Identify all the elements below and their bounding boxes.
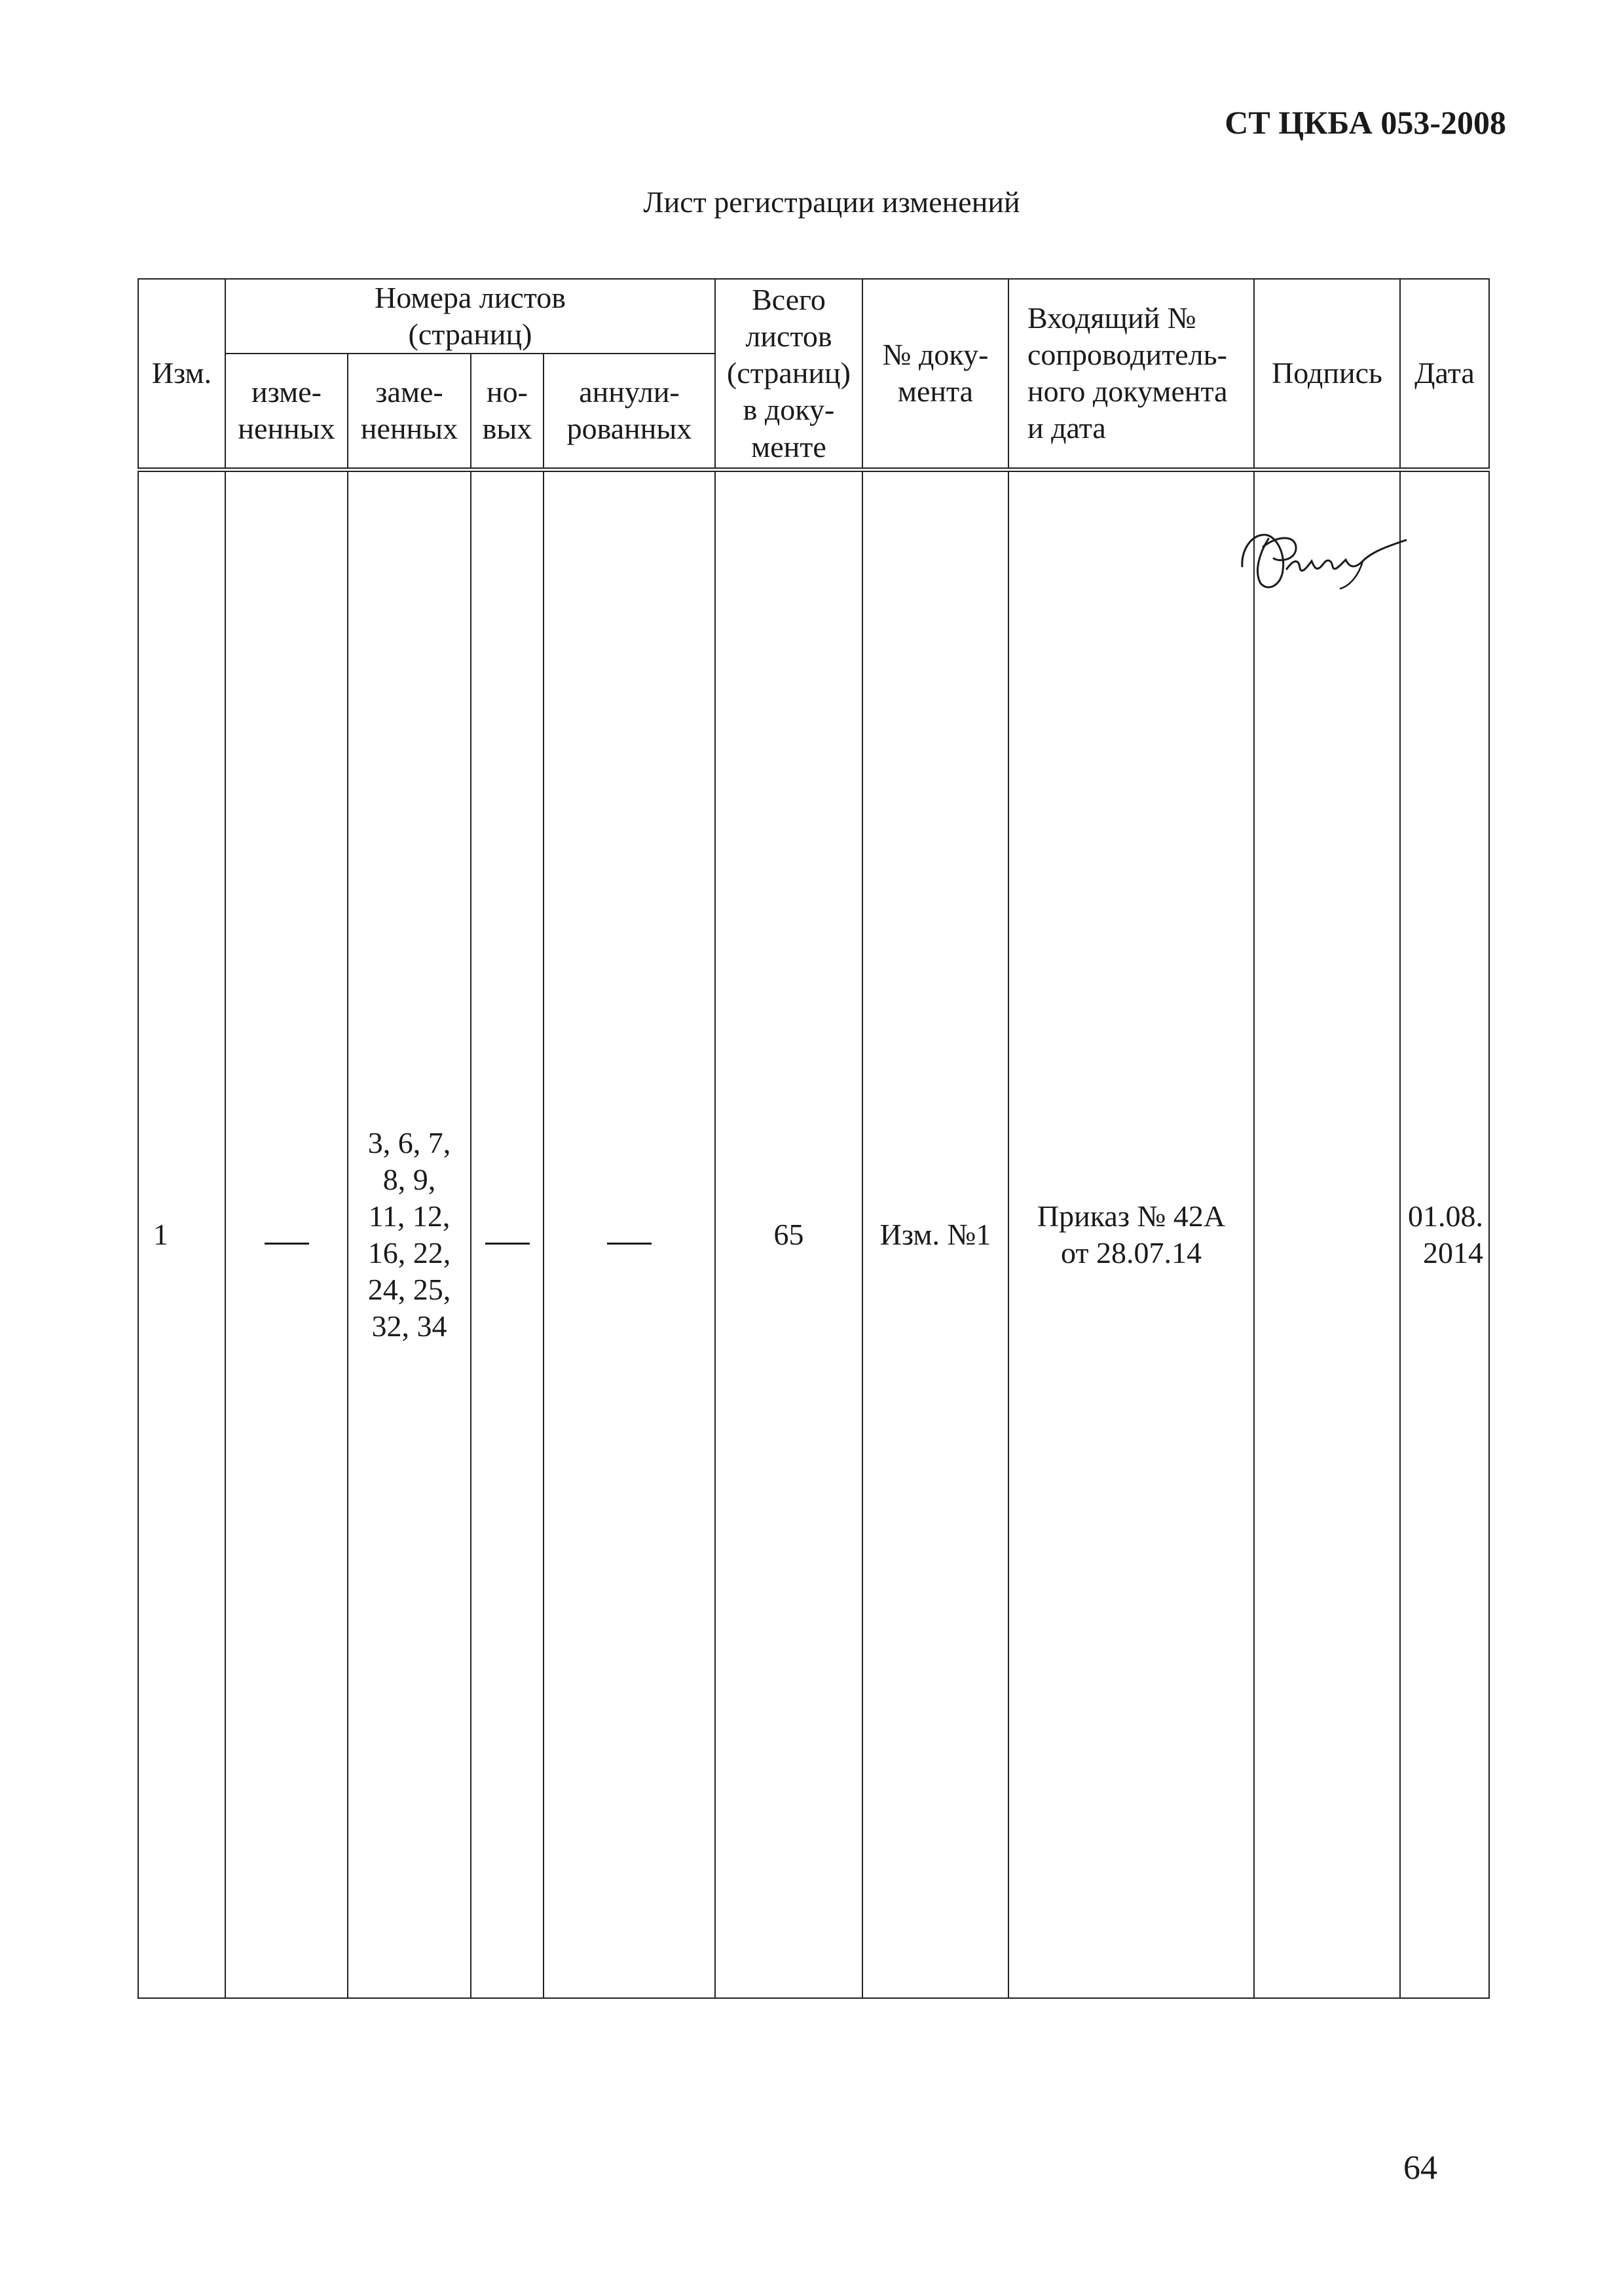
- col-header-pages-group: Номера листов (страниц): [225, 279, 715, 354]
- handwritten-signature: [1234, 520, 1418, 596]
- row-total-pages: 65: [715, 469, 862, 1998]
- row-change-number: 1: [138, 469, 225, 1998]
- col-header-change: Изм.: [138, 279, 225, 469]
- table-row: [138, 469, 1489, 1998]
- col-header-replaced: заме- ненных: [348, 354, 471, 469]
- dash-mark: [607, 1243, 652, 1245]
- col-header-incoming-document: Входящий № сопроводитель- ного документа и дата: [1008, 279, 1254, 469]
- col-header-document-number: № доку- мента: [862, 279, 1008, 469]
- row-date: 01.08. 2014: [1400, 469, 1489, 1998]
- row-document-number: Изм. №1: [862, 469, 1008, 1998]
- dash-mark: [265, 1243, 309, 1245]
- col-header-total-pages: Всего листов (страниц) в доку- менте: [715, 279, 862, 469]
- page-title: Лист регистрации изменений: [643, 185, 1020, 219]
- col-header-signature: Подпись: [1254, 279, 1400, 469]
- row-new-pages: [471, 469, 544, 1998]
- row-annulled-pages: [544, 469, 715, 1998]
- row-incoming-document: Приказ № 42А от 28.07.14: [1008, 469, 1254, 1998]
- col-header-changed: изме- ненных: [225, 354, 348, 469]
- col-header-date: Дата: [1400, 279, 1489, 469]
- page-number: 64: [1403, 2149, 1437, 2187]
- dash-mark: [485, 1243, 530, 1245]
- row-signature: [1254, 469, 1400, 1998]
- col-header-new: но- вых: [471, 354, 544, 469]
- document-code: СТ ЦКБА 053-2008: [1225, 104, 1506, 141]
- col-header-annulled: аннули- рованных: [544, 354, 715, 469]
- row-changed-pages: [225, 469, 348, 1998]
- row-replaced-pages: 3, 6, 7, 8, 9, 11, 12, 16, 22, 24, 25, 32, 34: [348, 469, 471, 1998]
